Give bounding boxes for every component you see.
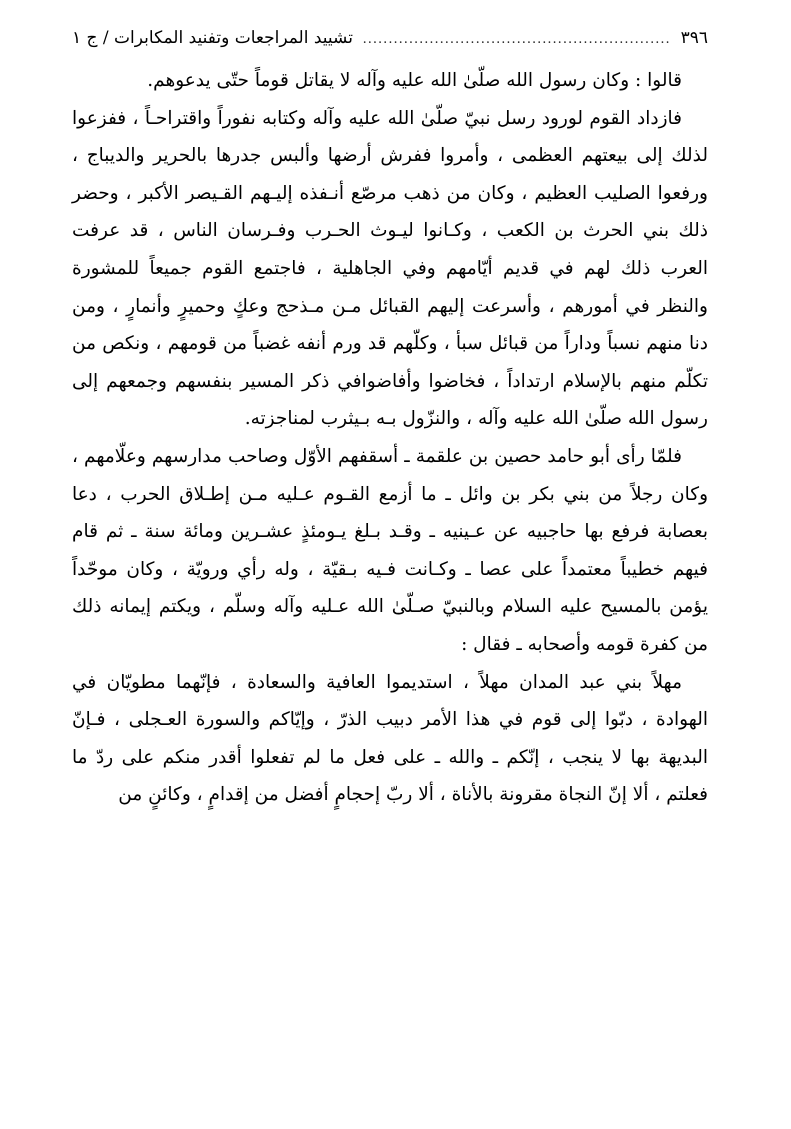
paragraph: مهلاً بني عبد المدان مهلاً ، استديموا العافية والسعادة ، فإنّهما مطويّان في الهوادة ، دبّوا إلى قوم في هذا الأمر دبيب الذرّ ، وإيّاكم والسورة العـجلى ، فـإنّ البديهة بها لا ينجب ، إنّكم ـ والله ـ على فعل ما لم تفعلوا أقدر منكم على ردّ ما فعلتم ، ألا إنّ النجاة مقرونة بالأناة ، ألا ربّ إحجامٍ أفضل من إقدامٍ ، وكائنٍ من — [72, 671, 708, 806]
running-header — [72, 28, 708, 62]
page-number: ٣٩٦ — [680, 28, 708, 48]
book-title: تشييد المراجعات وتفنيد المكابرات / ج ١ — [72, 28, 353, 48]
paragraph: فازداد القوم لورود رسل نبيّ صلّىٰ الله عليه وآله وكتابه نفوراً واقتراحـاً ، ففزعوا لذلك إلى بيعتهم العظمى ، وأمروا ففرش أرضها وألبس جدرها بالحرير والديباج ، ورفعوا الصليب العظيم ، وكان من ذهب مرصّع أنـفذه إليـهم القـيصر الأكبر ، وحضر ذلك بني الحرث بن الكعب ، وكـانوا ليـوث الحـرب وفـرسان الناس ، قد عرفت العرب ذلك لهم في قديم أيّامهم وفي الجاهلية ، فاجتمع القوم جميعاً للمشورة والنظر في أمورهم ، وأسرعت إليهم القبائل مـن مـذحج وعكٍ وحميرٍ وأنمارٍ ، ومن دنا منهم نسباً وداراً من قبائل سبأ ، وكلّهم قد ورم أنفه غضباً من قومهم ، ونكص من تكلّم منهم بالإسلام ارتداداً ، فخاضوا وأفاضوافي ذكر المسير بنفسهم وجمعهم إلى رسول الله صلّىٰ الله عليه وآله ، والنزّول بـه بـيثرب لمناجزته. — [72, 107, 708, 430]
paragraph: فلمّا رأى أبو حامد حصين بن علقمة ـ أسقفهم الأوّل وصاحب مدارسهم وعلّامهم ، وكان رجلاً من بني بكر بن وائل ـ ما أزمع القـوم عـليه مـن إطـلاق الحرب ، دعا بعصابة فرفع بها حاجبيه عن عـينيه ـ وقـد بـلغ يـومئذٍ عشـرين ومائة سنة ـ ثم قام فيهم خطيباً معتمداً على عصا ـ وكـانت فـيه بـقيّة ، وله رأي ورويّة ، وكان موحّداً يؤمن بالمسيح عليه السلام وبالنبيّ صـلّىٰ الله عـليه وآله وسلّم ، ويكتم إيمانه ذلك من كفرة قومه وأصحابه ـ فقال : — [72, 445, 708, 655]
paragraph: قالوا : وكان رسول الله صلّىٰ الله عليه وآله لا يقاتل قوماً حتّى يدعوهم. — [147, 70, 682, 91]
book-page — [72, 28, 708, 1108]
header-dot-leader — [361, 32, 671, 47]
body-text — [72, 62, 708, 814]
